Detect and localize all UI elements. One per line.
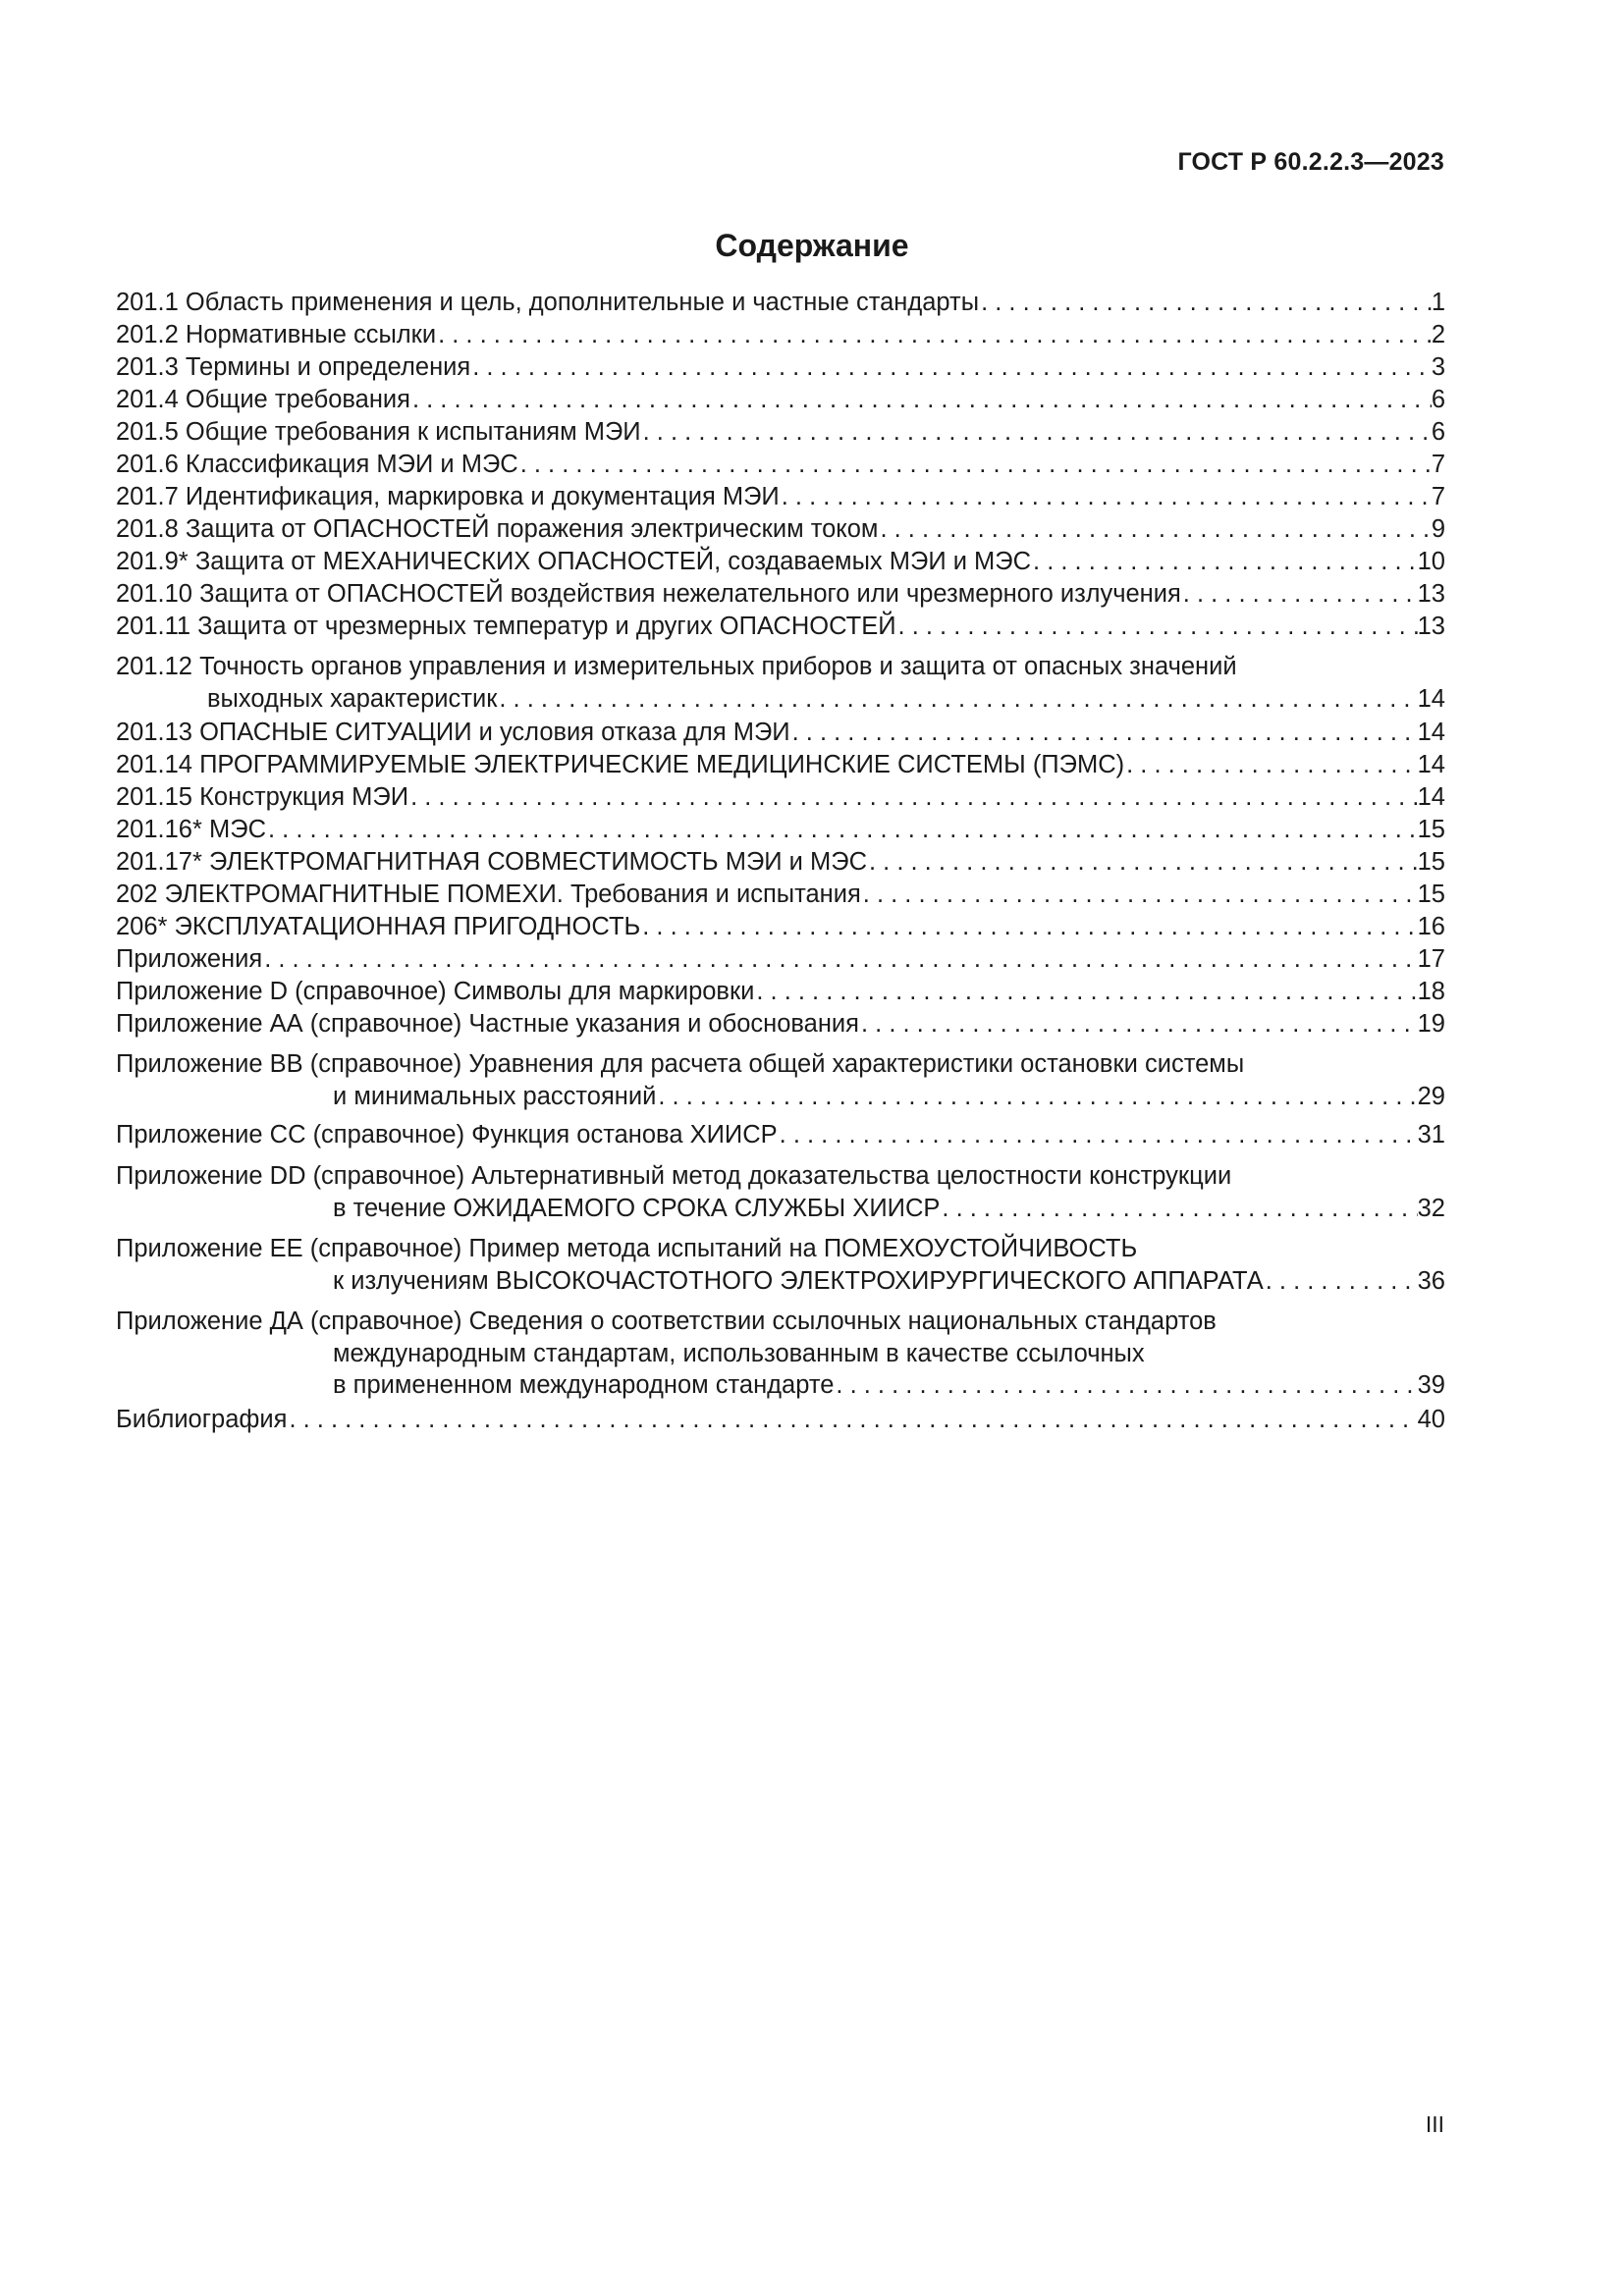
dot-leader (436, 319, 1432, 351)
toc-entry-title: Приложение ЕЕ (справочное) Пример метода испытаний на ПОМЕХОУСТОЙЧИВОСТЬ (116, 1235, 1138, 1262)
toc-entry-title: 201.14 ПРОГРАММИРУЕМЫЕ ЭЛЕКТРИЧЕСКИЕ МЕДИЦИНСКИЕ СИСТЕМЫ (ПЭМС) (116, 751, 1125, 778)
dot-leader (867, 846, 1418, 879)
page-number: III (1425, 2111, 1444, 2137)
toc-entry[interactable] (116, 611, 1445, 643)
dot-leader (518, 449, 1432, 481)
table-of-contents (116, 287, 1445, 1436)
toc-page-number: 10 (1417, 548, 1445, 575)
dot-leader (979, 287, 1432, 319)
dot-leader (1264, 1265, 1418, 1297)
toc-entry[interactable] (116, 879, 1445, 911)
toc-page-number: 40 (1417, 1406, 1445, 1433)
toc-entry[interactable] (116, 449, 1445, 481)
toc-entry[interactable] (116, 846, 1445, 879)
toc-entry-title: 201.9* Защита от МЕХАНИЧЕСКИХ ОПАСНОСТЕЙ, создаваемых МЭИ и МЭС (116, 548, 1032, 575)
toc-page-number: 2 (1431, 321, 1445, 348)
toc-page-number: 17 (1417, 945, 1445, 973)
toc-page-number: 29 (1417, 1083, 1445, 1110)
toc-page-number: 15 (1417, 881, 1445, 908)
toc-entry-title: 201.6 Классификация МЭИ и МЭС (116, 451, 518, 478)
toc-entry-title: 201.5 Общие требования к испытаниям МЭИ (116, 418, 641, 446)
toc-entry[interactable] (116, 976, 1445, 1008)
toc-entry-title: 201.1 Область применения и цель, дополнительные и частные стандарты (116, 289, 980, 316)
dot-leader (780, 481, 1432, 513)
dot-leader (266, 814, 1418, 846)
dot-leader (754, 976, 1417, 1008)
toc-entry-title-continued: и минимальных расстояний (333, 1083, 657, 1110)
dot-leader (790, 717, 1418, 749)
toc-page-number: 39 (1417, 1371, 1445, 1399)
toc-page-number: 14 (1417, 783, 1445, 811)
toc-entry-title-continued: выходных характеристик (207, 685, 498, 713)
toc-entry-title: 201.13 ОПАСНЫЕ СИТУАЦИИ и условия отказа для МЭИ (116, 719, 790, 746)
toc-entry-title-continued: в примененном международном стандарте (333, 1371, 835, 1399)
toc-entry-title: 201.2 Нормативные ссылки (116, 321, 437, 348)
toc-entry[interactable] (116, 384, 1445, 416)
dot-leader (470, 351, 1432, 384)
dot-leader (1181, 578, 1418, 611)
toc-page-number: 1 (1431, 289, 1445, 316)
toc-entry[interactable] (116, 717, 1445, 749)
toc-page-number: 6 (1431, 418, 1445, 446)
toc-page-number: 13 (1417, 580, 1445, 608)
dot-leader (656, 1081, 1417, 1112)
toc-entry-title: 201.17* ЭЛЕКТРОМАГНИТНАЯ СОВМЕСТИМОСТЬ МЭИ и МЭС (116, 848, 867, 876)
dot-leader (640, 911, 1417, 943)
toc-entry[interactable] (116, 1306, 1445, 1401)
dot-leader (410, 384, 1432, 416)
toc-entry[interactable] (116, 1119, 1445, 1151)
toc-entry-title: Приложение СС (справочное) Функция останова ХИИСР (116, 1121, 778, 1148)
toc-entry[interactable] (116, 416, 1445, 449)
dot-leader (262, 943, 1417, 976)
toc-entry[interactable] (116, 1404, 1445, 1436)
toc-entry-title: Приложение ДА (справочное) Сведения о соответствии ссылочных национальных стандартов (116, 1308, 1217, 1335)
toc-entry-title: 201.11 Защита от чрезмерных температур и других ОПАСНОСТЕЙ (116, 613, 896, 640)
toc-entry-title: 201.10 Защита от ОПАСНОСТЕЙ воздействия нежелательного или чрезмерного излучения (116, 580, 1181, 608)
toc-page-number: 9 (1431, 515, 1445, 543)
toc-entry-title: 201.12 Точность органов управления и измерительных приборов и защита от опасных значений (116, 653, 1237, 680)
dot-leader (940, 1193, 1417, 1224)
toc-page-number: 7 (1431, 483, 1445, 510)
toc-page-number: 13 (1417, 613, 1445, 640)
toc-entry[interactable] (116, 319, 1445, 351)
toc-page-number: 31 (1417, 1121, 1445, 1148)
toc-page-number: 15 (1417, 816, 1445, 843)
toc-page-number: 36 (1417, 1267, 1445, 1295)
toc-entry-title: Приложения (116, 945, 263, 973)
toc-page-number: 6 (1431, 386, 1445, 413)
toc-entry-title-continued: международным стандартам, использованным в качестве ссылочных (333, 1340, 1145, 1367)
toc-entry[interactable] (116, 1160, 1445, 1224)
toc-entry-title: 201.4 Общие требования (116, 386, 410, 413)
toc-entry-title: 201.15 Конструкция МЭИ (116, 783, 409, 811)
toc-page-number: 19 (1417, 1010, 1445, 1038)
dot-leader (896, 611, 1418, 643)
toc-entry[interactable] (116, 287, 1445, 319)
dot-leader (859, 1008, 1418, 1041)
toc-entry[interactable] (116, 351, 1445, 384)
toc-entry[interactable] (116, 911, 1445, 943)
dot-leader (778, 1119, 1418, 1151)
toc-page-number: 15 (1417, 848, 1445, 876)
document-code: ГОСТ Р 60.2.2.3—2023 (1177, 148, 1444, 176)
toc-entry[interactable] (116, 943, 1445, 976)
toc-page-number: 14 (1417, 685, 1445, 713)
toc-page-number: 3 (1431, 353, 1445, 381)
dot-leader (834, 1369, 1417, 1401)
dot-leader (497, 683, 1417, 715)
dot-leader (878, 513, 1431, 546)
toc-entry-title: Библиография (116, 1406, 288, 1433)
toc-entry[interactable] (116, 578, 1445, 611)
toc-entry[interactable] (116, 781, 1445, 814)
dot-leader (287, 1404, 1417, 1436)
toc-entry[interactable] (116, 1048, 1445, 1112)
toc-entry-title: 201.8 Защита от ОПАСНОСТЕЙ поражения электрическим током (116, 515, 879, 543)
toc-entry-title: Приложение ВВ (справочное) Уравнения для расчета общей характеристики остановки системы (116, 1050, 1245, 1078)
toc-entry-title: 201.3 Термины и определения (116, 353, 471, 381)
page-title: Содержание (715, 228, 909, 263)
dot-leader (861, 879, 1418, 911)
toc-entry-title-continued: в течение ОЖИДАЕМОГО СРОКА СЛУЖБЫ ХИИСР (333, 1195, 941, 1222)
toc-page-number: 16 (1417, 913, 1445, 940)
toc-entry-title: Приложение АА (справочное) Частные указания и обоснования (116, 1010, 859, 1038)
toc-entry[interactable] (116, 651, 1445, 715)
toc-entry-title: Приложение D (справочное) Символы для маркировки (116, 978, 755, 1005)
toc-entry[interactable] (116, 481, 1445, 513)
toc-entry-title: 201.7 Идентификация, маркировка и документация МЭИ (116, 483, 780, 510)
dot-leader (641, 416, 1432, 449)
toc-entry[interactable] (116, 1008, 1445, 1041)
toc-entry-title: Приложение DD (справочное) Альтернативный метод доказательства целостности конструкции (116, 1162, 1232, 1190)
toc-entry-title: 202 ЭЛЕКТРОМАГНИТНЫЕ ПОМЕХИ. Требования и испытания (116, 881, 861, 908)
toc-entry[interactable] (116, 749, 1445, 781)
toc-entry-title: 206* ЭКСПЛУАТАЦИОННАЯ ПРИГОДНОСТЬ (116, 913, 641, 940)
toc-entry-title: 201.16* МЭС (116, 816, 266, 843)
dot-leader (408, 781, 1418, 814)
toc-page-number: 7 (1431, 451, 1445, 478)
toc-entry[interactable] (116, 513, 1445, 546)
toc-page-number: 14 (1417, 719, 1445, 746)
toc-entry[interactable] (116, 546, 1445, 578)
toc-entry[interactable] (116, 814, 1445, 846)
toc-entry[interactable] (116, 1233, 1445, 1297)
toc-page-number: 18 (1417, 978, 1445, 1005)
toc-page-number: 14 (1417, 751, 1445, 778)
dot-leader (1031, 546, 1418, 578)
toc-page-number: 32 (1417, 1195, 1445, 1222)
dot-leader (1124, 749, 1418, 781)
toc-entry-title-continued: к излучениям ВЫСОКОЧАСТОТНОГО ЭЛЕКТРОХИРУРГИЧЕСКОГО АППАРАТА (333, 1267, 1264, 1295)
